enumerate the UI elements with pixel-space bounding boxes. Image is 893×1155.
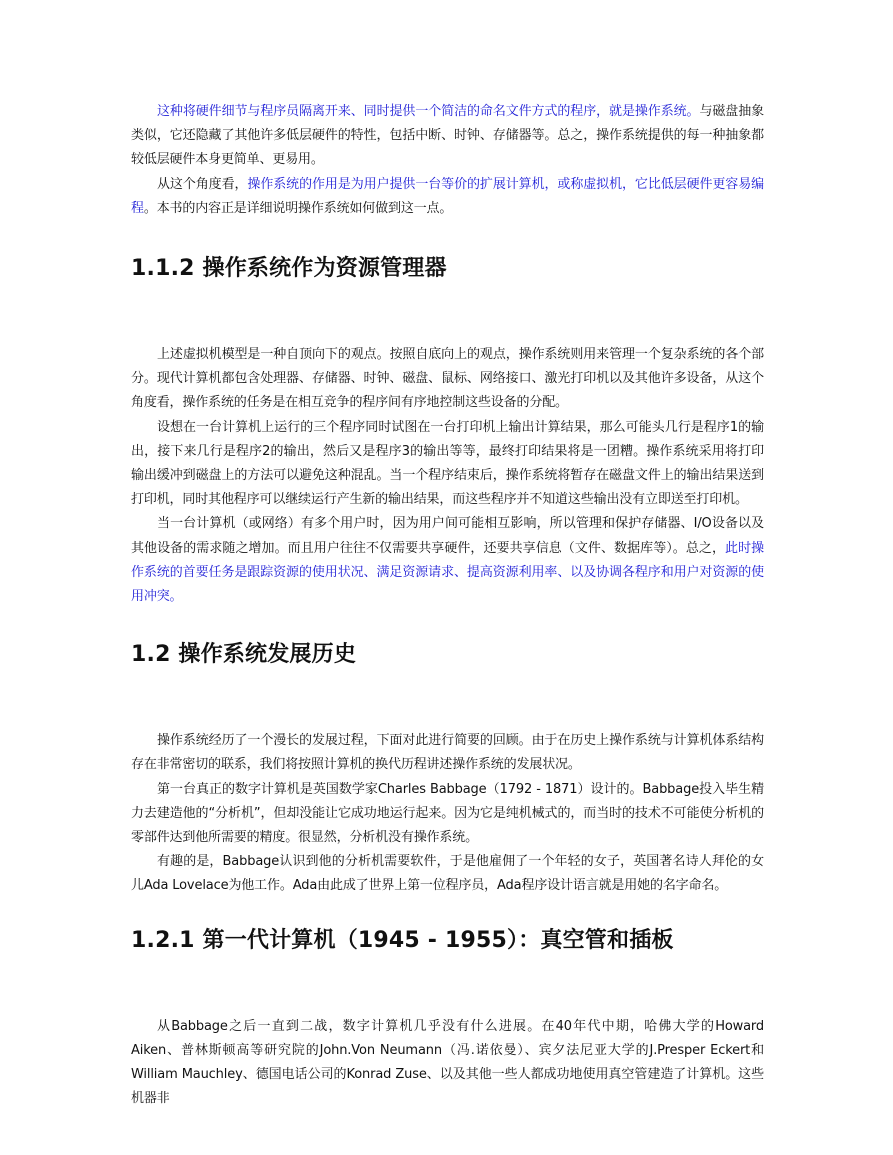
paragraph-text: 与磁盘抽象类似，它还隐藏了其他许多低层硬件的特性，包括中断、时钟、存储器等。总之，操作系统提供的每一种抽象都较低层硬件本身更简单、更易用。 bbox=[131, 104, 764, 168]
paragraph-resource-manager-1: 上述虚拟机模型是一种自顶向下的观点。按照自底向上的观点，操作系统则用来管理一个复杂系统的各个部分。现代计算机都包含处理器、存储器、时钟、磁盘、鼠标、网络接口、激光打印机以及其他许多设备，从这个角度看，操作系统的任务是在相互竞争的程序间有序地控制这些设备的分配。 bbox=[131, 347, 764, 411]
document-page bbox=[131, 100, 764, 1111]
highlighted-sentence: 这种将硬件细节与程序员隔离开来、同时提供一个简洁的命名文件方式的程序，就是操作系统。 bbox=[157, 104, 700, 119]
paragraph-intro-2 bbox=[131, 173, 764, 221]
paragraph-intro-1 bbox=[131, 100, 764, 173]
spacer bbox=[131, 307, 764, 343]
section-heading-1-1-2: 1.1.2 操作系统作为资源管理器 bbox=[131, 256, 447, 282]
spacer bbox=[131, 693, 764, 729]
highlighted-sentence: 此时操作系统的首要任务是跟踪资源的使用状况、满足资源请求、提高资源利用率、以及协调各程序和用户对资源的使用冲突。 bbox=[131, 540, 764, 605]
section-heading-1-2: 1.2 操作系统发展历史 bbox=[131, 642, 357, 668]
paragraph-history-3: 有趣的是，Babbage认识到他的分析机需要软件，于是他雇佣了一个年轻的女子，英国著名诗人拜伦的女儿Ada Lovelace为他工作。Ada由此成了世界上第一位程序员，Ada程序设计语言就是用她的名字命名。 bbox=[131, 854, 764, 894]
paragraph-resource-manager-2: 设想在一台计算机上运行的三个程序同时试图在一台打印机上输出计算结果，那么可能头几行是程序1的输出，接下来几行是程序2的输出，然后又是程序3的输出等等，最终打印结果将是一团糟。操作系统采用将打印输出缓冲到磁盘上的方法可以避免这种混乱。当一个程序结束后，操作系统将暂存在磁盘文件上的输出结果送到打印机，同时其他程序可以继续运行产生新的输出结果，而这些程序并不知道这些输出没有立即送至打印机。 bbox=[131, 419, 764, 508]
paragraph-history-2: 第一台真正的数字计算机是英国数学家Charles Babbage（1792 - 1871）设计的。Babbage投入毕生精力去建造他的“分析机”，但却没能让它成功地运行起来。因为它是纯机械式的，而当时的技术不可能使分析机的零部件达到他所需要的精度。很显然，分析机没有操作系统。 bbox=[131, 781, 764, 846]
paragraph-first-generation-1: 从Babbage之后一直到二战，数字计算机几乎没有什么进展。在40年代中期，哈佛大学的Howard Aiken、普林斯顿高等研究院的John.Von Neumann（冯.诺依曼）、宾夕法尼亚大学的J.Presper Eckert和William Mauchley、德国电话公司的Konrad Zuse、以及其他一些人都成功地使用真空管建造了计算机。这些机器非 bbox=[131, 1018, 764, 1107]
paragraph-resource-manager-3 bbox=[131, 512, 764, 609]
paragraph-text: 当一台计算机（或网络）有多个用户时，因为用户间可能相互影响，所以管理和保护存储器、I/O设备以及其他设备的需求随之增加。而且用户往往不仅需要共享硬件，还要共享信息（文件、数据库等）。总之， bbox=[131, 516, 764, 556]
paragraph-history-1: 操作系统经历了一个漫长的发展过程，下面对此进行简要的回顾。由于在历史上操作系统与计算机体系结构存在非常密切的联系，我们将按照计算机的换代历程讲述操作系统的发展状况。 bbox=[131, 733, 764, 773]
highlighted-sentence: 操作系统的作用是为用户提供一台等价的扩展计算机，或称虚拟机，它比低层硬件更容易编程 bbox=[131, 176, 764, 216]
spacer bbox=[131, 979, 764, 1015]
paragraph-text: 。本书的内容正是详细说明操作系统如何做到这一点。 bbox=[143, 200, 453, 216]
section-heading-1-2-1: 1.2.1 第一代计算机（1945 - 1955）：真空管和插板 bbox=[131, 927, 674, 953]
paragraph-text: 从这个角度看， bbox=[157, 176, 248, 192]
